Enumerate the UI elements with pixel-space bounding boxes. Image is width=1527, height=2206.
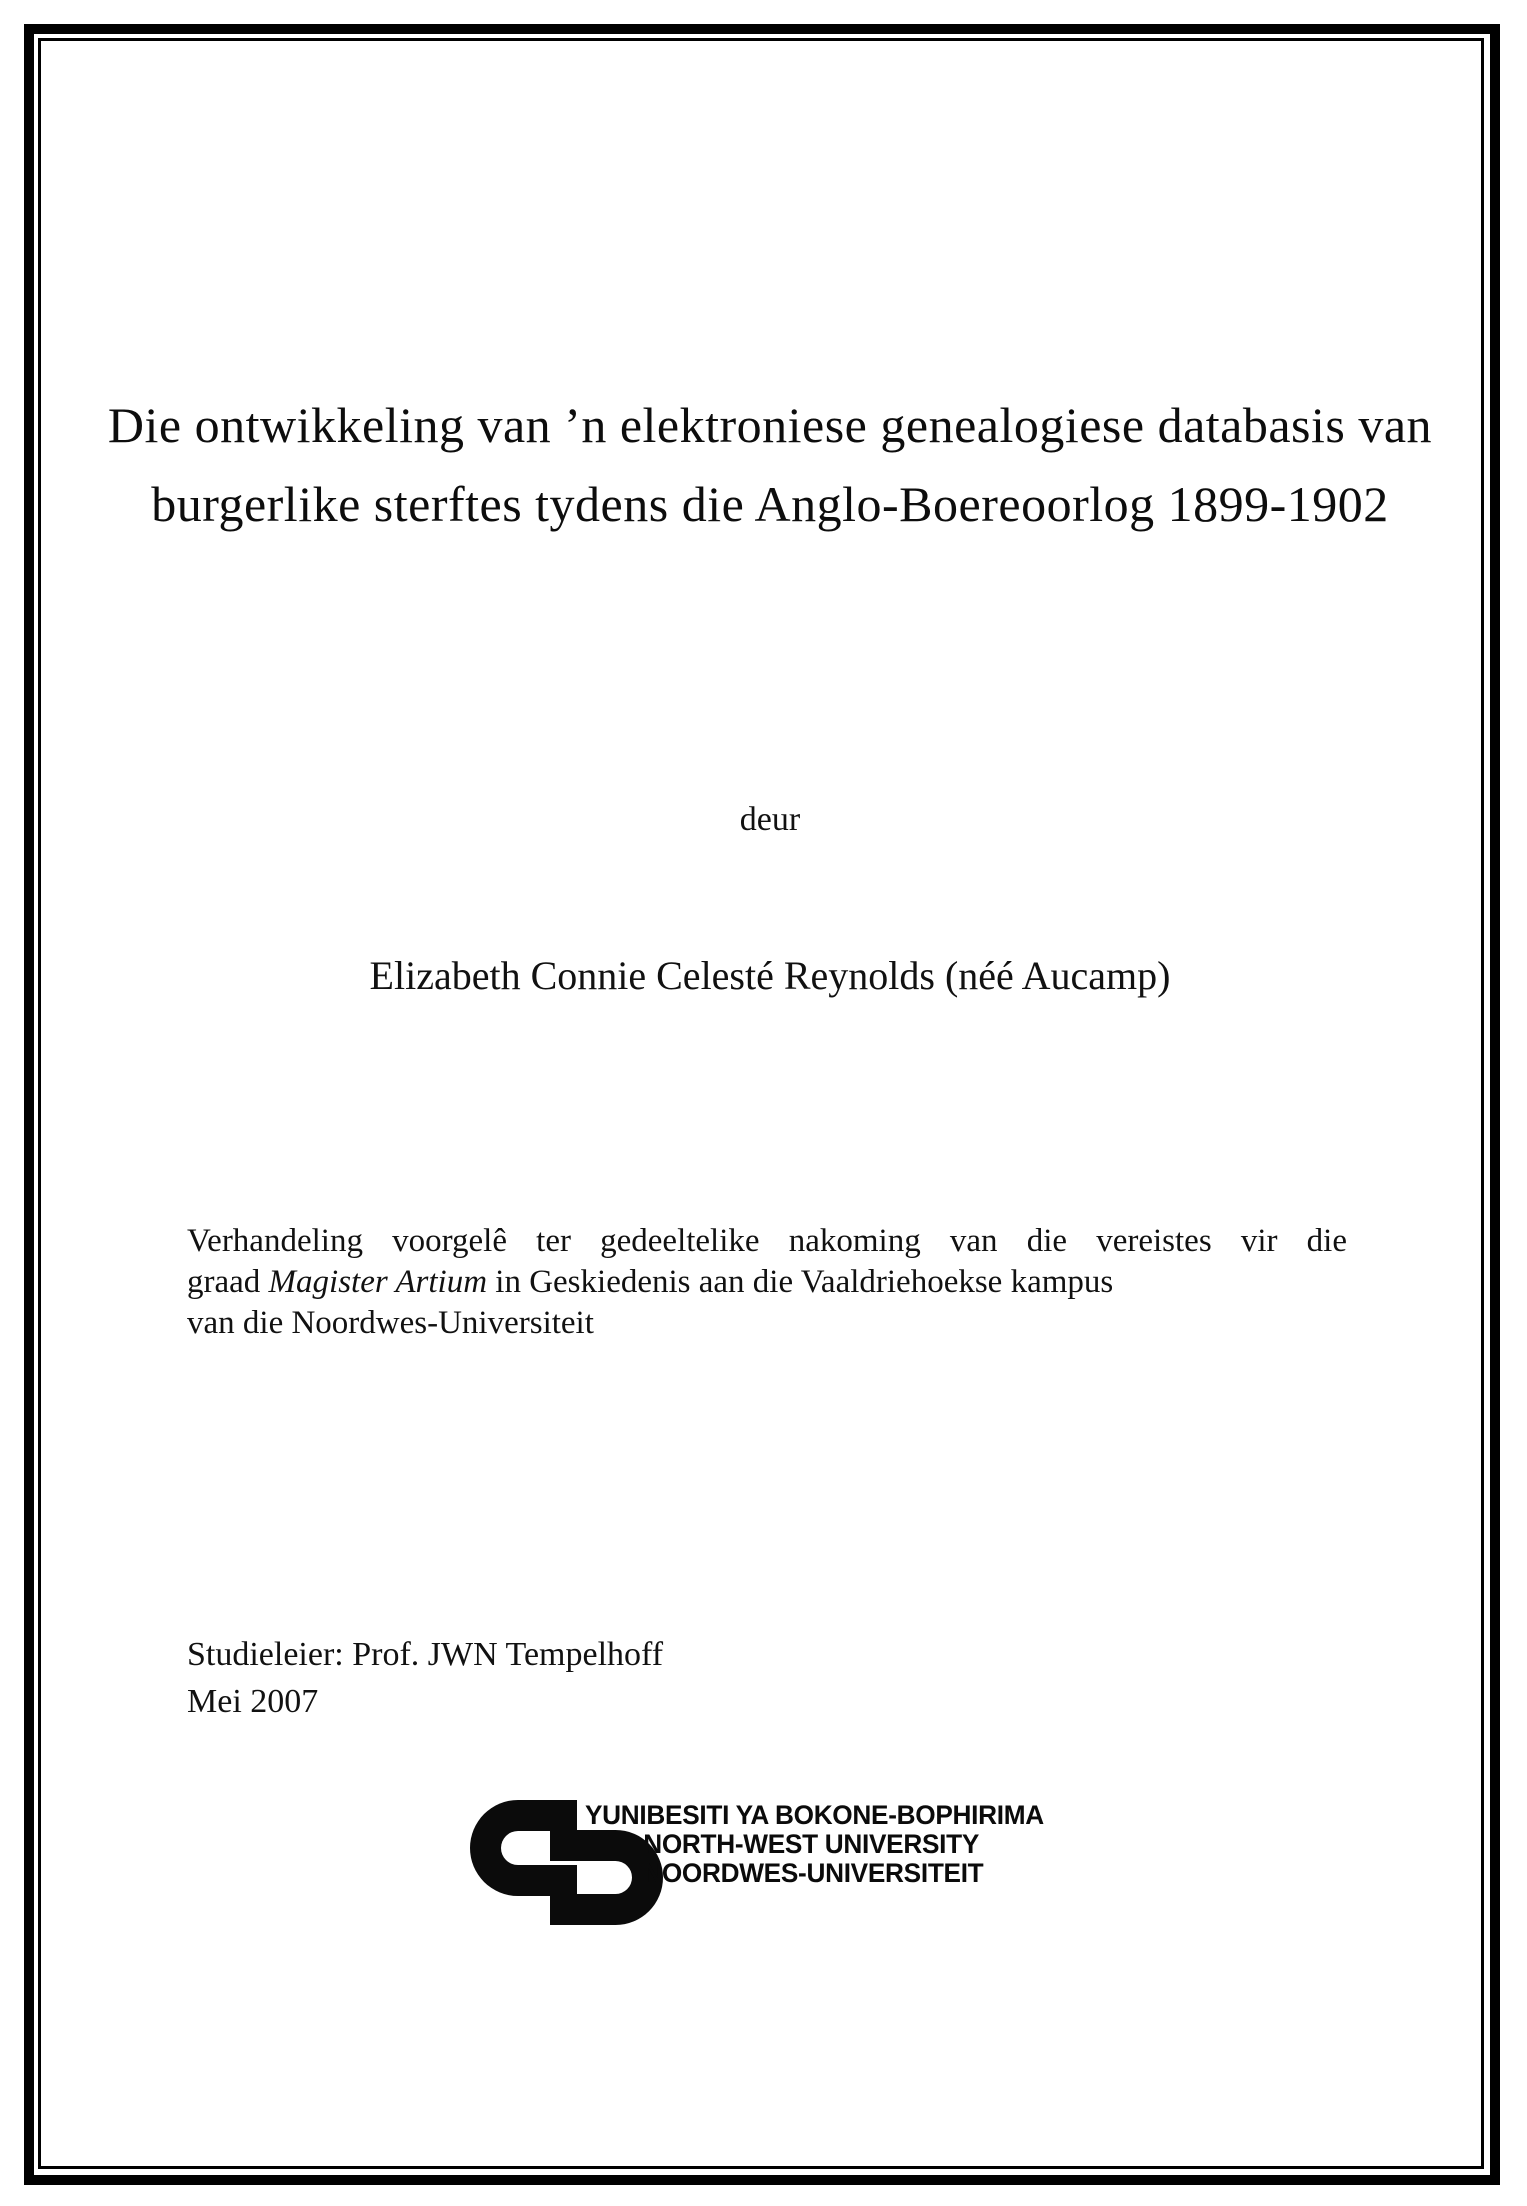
- logo-line-english: NORTH-WEST UNIVERSITY: [643, 1829, 980, 1859]
- title-line-2: burgerlike sterftes tydens die Anglo-Boereoorlog 1899-1902: [151, 476, 1389, 532]
- supervisor-block: [187, 1631, 1087, 1725]
- byline-deur: deur: [739, 801, 801, 838]
- logo-line-setswana: YUNIBESITI YA BOKONE-BOPHIRIMA: [585, 1800, 1044, 1830]
- statement-line-2-suffix: in Geskiedenis aan die Vaaldriehoekse kampus: [487, 1264, 1114, 1300]
- logo-line-afrikaans: NOORDWES-UNIVERSITEIT: [643, 1858, 984, 1888]
- statement-line-3: van die Noordwes-Universiteit: [187, 1305, 594, 1341]
- title-line-1: Die ontwikkeling van ’n elektroniese genealogiese databasis van: [107, 397, 1433, 453]
- degree-name-italic: Magister Artium: [268, 1264, 488, 1300]
- thesis-title: [90, 386, 1450, 544]
- statement-line-2-prefix: graad: [187, 1264, 269, 1300]
- statement-line-1: Verhandeling voorgelê ter gedeeltelike nakoming van die vereistes vir die: [187, 1223, 1347, 1259]
- statement-line-2: [187, 1262, 1347, 1303]
- logo-wordmark: [585, 1801, 1044, 1888]
- university-logo: [470, 1800, 1110, 1935]
- supervisor-line: Studieleier: Prof. JWN Tempelhoff: [187, 1636, 664, 1673]
- date-line: Mei 2007: [187, 1683, 319, 1720]
- author-name: Elizabeth Connie Celesté Reynolds (néé Aucamp): [369, 953, 1171, 998]
- degree-statement: [187, 1221, 1347, 1344]
